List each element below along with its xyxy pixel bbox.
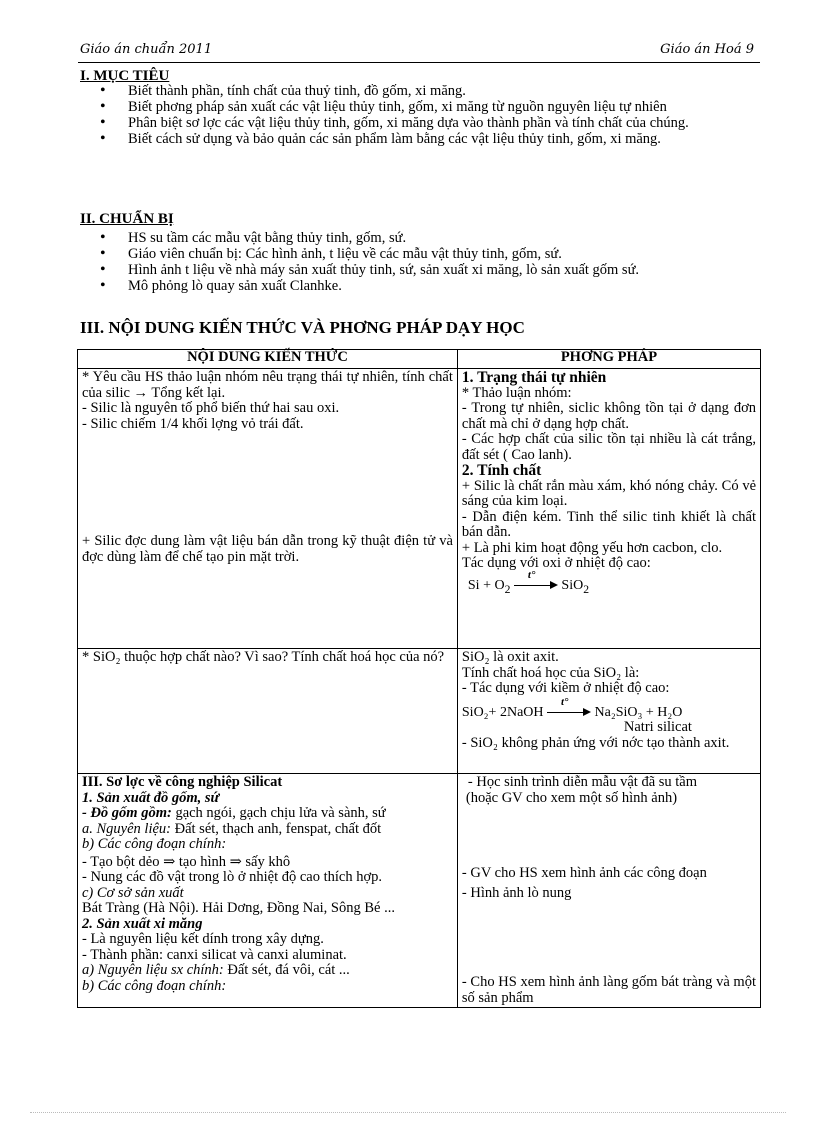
reaction-arrow: t° [514, 578, 558, 592]
row2-right: SiO₂ là oxit axit. Tính chất hoá học của SiO₂ là: - Tác dụng với kiềm ở nhiệt độ cao: SiO₂+ 2NaOH t° Na₂SiO₃ + H₂O Natri silicat - SiO₂ không phản ứng với nớc tạo thành axit. [457, 649, 760, 774]
section-1-title: I. MỤC TIÊU [80, 68, 170, 84]
list-item: • Giáo viên chuẩn bị: Các hình ảnh, t liệu về các mẫu vật thủy tinh, gốm, sứ. [100, 247, 760, 262]
equation-sio2-naoh: SiO₂+ 2NaOH t° Na₂SiO₃ + H₂O [461, 696, 683, 720]
row3-right: - Học sinh trình diễn mẫu vật đã su tầm (hoặc GV cho xem một số hình ảnh) - GV cho HS xem hình ảnh các công đoạn - Hình ảnh lò nung - Cho HS xem hình ảnh làng gốm bát tràng và một số sản phẩm [457, 774, 760, 1008]
section-2-list [100, 231, 760, 295]
header-right: Giáo án Hoá 9 [660, 42, 754, 57]
col-header-method: PHƠNG PHÁP [457, 350, 760, 369]
row2-left: * SiO₂ thuộc hợp chất nào? Vì sao? Tính chất hoá học của nó? [78, 649, 458, 774]
table-row [78, 649, 761, 774]
table-row [78, 774, 761, 1008]
section-1-list [100, 84, 760, 148]
equation-si-oxidation: $Si + O_2$ t° SiO$_2$ [467, 569, 590, 596]
section-2-title: II. CHUẨN BỊ [80, 211, 174, 227]
list-item: • Biết cách sử dụng và bảo quản các sản phẩm làm bằng các vật liệu thủy tinh, gốm, xi măng. [100, 132, 760, 147]
header-left: Giáo án chuẩn 2011 [80, 42, 213, 57]
list-item: • Biết phơng pháp sản xuất các vật liệu thủy tinh, gốm, xi măng từ nguồn nguyên liệu tự nhiên [100, 100, 760, 115]
reaction-arrow: t° [547, 705, 591, 719]
table-header-row [78, 350, 761, 369]
list-item: • HS su tầm các mẫu vật bằng thủy tinh, gốm, sứ. [100, 231, 760, 246]
lesson-table [77, 349, 761, 1008]
list-item: • Hình ảnh t liệu về nhà máy sản xuất thủy tinh, sứ, sản xuất xi măng, lò sản xuất gốm sứ. [100, 263, 760, 278]
row1-left: * Yêu cầu HS thảo luận nhóm nêu trạng thái tự nhiên, tính chất của silic → Tổng kết lại. - Silic là nguyên tố phổ biến thứ hai sau oxi. - Silic chiếm 1/4 khối lợng vỏ trái đất. + Silic đợc dung làm vật liệu bán dẫn trong kỹ thuật điện tử và đợc dùng làm để chế tạo pin mặt trời. [78, 369, 458, 649]
list-item: • Mô phỏng lò quay sản xuất Clanhke. [100, 279, 760, 294]
row3-left: III. Sơ lợc về công nghiệp Silicat 1. Sản xuất đồ gốm, sứ - Đồ gốm gồm: gạch ngói, gạch chịu lửa và sành, sứ a. Nguyên liệu: Đất sét, thạch anh, fenspat, chất đốt b) Các công đoạn chính: - Tạo bột dẻo ⇒ tạo hình ⇒ sấy khô - Nung các đồ vật trong lò ở nhiệt độ cao thích hợp. c) Cơ sở sản xuất Bát Tràng (Hà Nội). Hải Dơng, Đồng Nai, Sông Bé ... 2. Sản xuất xi măng - Là nguyên liệu kết dính trong xây dựng. - Thành phần: canxi silicat và canxi aluminat. a) Nguyên liệu sx chính: Đất sét, đá vôi, cát ... b) Các công đoạn chính: [78, 774, 458, 1008]
table-row [78, 369, 761, 649]
page-bottom-rule [30, 1112, 786, 1113]
list-item: • Phân biệt sơ lợc các vật liệu thủy tinh, gốm, xi măng dựa vào thành phần và tính chất của chúng. [100, 116, 760, 131]
section-3-title: III. NỘI DUNG KIẾN THỨC VÀ PHƠNG PHÁP DẠY HỌC [80, 318, 525, 337]
header-divider [78, 62, 760, 63]
list-item: • Biết thành phần, tính chất của thuỷ tinh, đồ gốm, xi măng. [100, 84, 760, 99]
row1-right: 1. Trạng thái tự nhiên * Thảo luận nhóm: - Trong tự nhiên, siclic không tồn tại ở dạng đơn chất mà chỉ ở dạng hợp chất. - Các hợp chất của silic tồn tại nhiều là cát trắng, đất sét ( Cao lanh). 2. Tính chất + Silic là chất rắn màu xám, khó nóng chảy. Có vẻ sáng của kim loại. - Dẫn điện kém. Tinh thể silic tinh khiết là chất bán dẫn. + Là phi kim hoạt động yếu hơn cacbon, clo. Tác dụng với oxi ở nhiệt độ cao: $Si + O_2$ t° SiO$_2$ [457, 369, 760, 649]
col-header-content: NỘI DUNG KIẾN THỨC [78, 350, 458, 369]
